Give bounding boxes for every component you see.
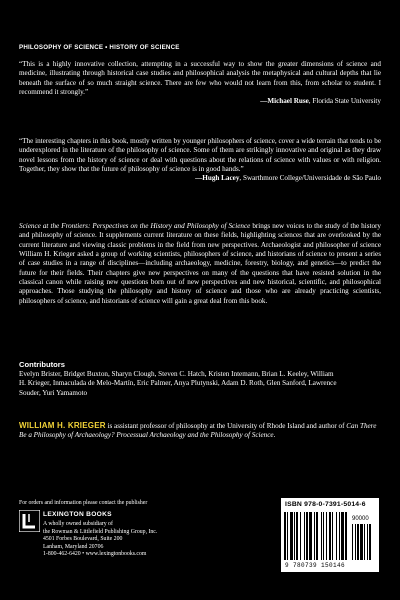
price-code: 90000 bbox=[352, 516, 369, 522]
contributors-heading: Contributors bbox=[19, 360, 65, 369]
barcode-bar bbox=[290, 512, 293, 560]
barcode-addon-bar bbox=[360, 524, 363, 560]
blurb-ruse-text: “This is a highly innovative collection, attempting in a successful way to show the greater dimensions of science and medicine, illustrating through historical case studies and philosophical analysis the metaphysical and cultural depths that lie beneath the surface of so much straight science. There are few who would not learn from this, from scholar to student. I recommend it strongly.” bbox=[19, 60, 381, 97]
blurb-ruse-author: —Michael Ruse bbox=[260, 97, 309, 106]
blurb-lacey-attribution bbox=[19, 174, 381, 183]
barcode-bar bbox=[339, 512, 340, 560]
barcode-digits: 9 780739 150146 bbox=[285, 562, 346, 569]
author-bio-end: . bbox=[273, 431, 276, 440]
category-heading: PHILOSOPHY OF SCIENCE • HISTORY OF SCIENCE bbox=[19, 44, 180, 51]
barcode-bar bbox=[294, 512, 295, 560]
publisher-line: Lanham, Maryland 20706 bbox=[43, 543, 104, 550]
barcode-addon-bar bbox=[355, 524, 356, 560]
book-title: Science at the Frontiers: Perspectives on the History and Philosophy of Science bbox=[19, 222, 251, 230]
barcode-bar bbox=[304, 512, 305, 560]
barcode-bar bbox=[314, 512, 315, 560]
barcode-bar bbox=[316, 512, 318, 560]
publisher-line: A wholly owned subsidiary of bbox=[43, 521, 113, 527]
description-body: brings new voices to the study of the history and philosophy of science. It supplements current literature on these fields, highlighting sciences that are overlooked by the current literature and viewing classic problems in the field from new perspectives. Archaeologist and philosopher of science William H. Krieger asked a group of working scientists, philosophers of science, and historians of science to present a series of case studies in a range of disciplines—including archaeology, medicine, forestry, biology, and genetics—to predict the future for their fields. Their chapters give new perspectives on many of the questions that have resisted solution in the classical canon while raising new questions born out of new perspectives and new historical, scientific, and philosophical approaches. Those studying the philosophy and history of science and those who are already practicing scientists, philosophers of science, and historians of science will gain a great deal from this book. bbox=[19, 222, 381, 305]
blurb-lacey-author: —Hugh Lacey bbox=[195, 174, 240, 183]
isbn-barcode bbox=[281, 498, 379, 572]
barcode-graphic bbox=[284, 512, 376, 562]
orders-note: For orders and information please contact the publisher bbox=[19, 500, 148, 506]
barcode-addon-bar bbox=[357, 524, 359, 560]
author-bio-text: is assistant professor of philosophy at the University of Rhode Island and author of bbox=[105, 422, 347, 430]
publisher-block bbox=[19, 509, 249, 573]
isbn-label: ISBN 978-0-7391-5014-6 bbox=[285, 501, 366, 508]
barcode-bar bbox=[309, 512, 312, 560]
publisher-logo-icon bbox=[19, 510, 40, 532]
publisher-name: LEXINGTON BOOKS bbox=[43, 511, 112, 518]
blurb-ruse-affiliation: , Florida State University bbox=[308, 97, 381, 106]
blurb-lacey-text: “The interesting chapters in this book, mostly written by younger philosophers of science, cover a wide terrain that tends to be underexplored in the literature of the philosophy of science. Some of them are strikingly innovative and original as they draw novel lessons from the history of science or deal with questions about the relations of science with values or with religion. Together, they show that the future of philosophy of science is in good hands.” bbox=[19, 137, 381, 174]
barcode-addon-bar bbox=[364, 524, 365, 560]
barcode-bar bbox=[329, 512, 331, 560]
barcode-bar bbox=[336, 512, 337, 560]
blurb-ruse bbox=[19, 60, 381, 107]
contributors-list: Evelyn Brister, Bridget Buxton, Sharyn Clough, Steven C. Hatch, Kristen Intemann, Brian L. Keeley, William H. Krieger, Inmaculada de Melo-Martín, Eric Palmer, Anya Plutynski, Adam D. Roth, Glen Sanford, Lawrence Souder, Yuri Yamamoto bbox=[19, 370, 337, 397]
barcode-addon-bar bbox=[369, 524, 371, 560]
author-book-title: Can There Be a Philosophy of Archaeology? Processual Archaeology and the Philosophy of Science bbox=[19, 422, 377, 440]
barcode-bar bbox=[332, 512, 333, 560]
barcode-addon-bar bbox=[352, 524, 353, 560]
publisher-line: 4501 Forbes Boulevard, Suite 200 bbox=[43, 536, 123, 543]
barcode-bar bbox=[287, 512, 288, 560]
blurb-ruse-attribution bbox=[19, 97, 381, 106]
barcode-addon-bar bbox=[367, 524, 368, 560]
barcode-bar bbox=[345, 512, 347, 560]
barcode-bar bbox=[300, 512, 301, 560]
blurb-lacey-affiliation: , Swarthmore College/Universidade de São Paulo bbox=[239, 174, 381, 183]
barcode-bar bbox=[323, 512, 324, 560]
barcode-bar bbox=[341, 512, 344, 560]
barcode-bar bbox=[326, 512, 327, 560]
publisher-line: 1-800-462-6420 • www.lexingtonbooks.com bbox=[43, 551, 147, 558]
barcode-bar bbox=[321, 512, 322, 560]
barcode-bar bbox=[284, 512, 286, 560]
publisher-line: the Rowman & Littlefield Publishing Group, Inc. bbox=[43, 528, 158, 535]
author-bio bbox=[19, 421, 381, 441]
blurb-lacey bbox=[19, 137, 381, 184]
barcode-bar bbox=[306, 512, 308, 560]
book-description bbox=[19, 222, 381, 306]
barcode-bar bbox=[296, 512, 298, 560]
publisher-address bbox=[43, 521, 157, 559]
author-name: WILLIAM H. KRIEGER bbox=[19, 421, 106, 430]
